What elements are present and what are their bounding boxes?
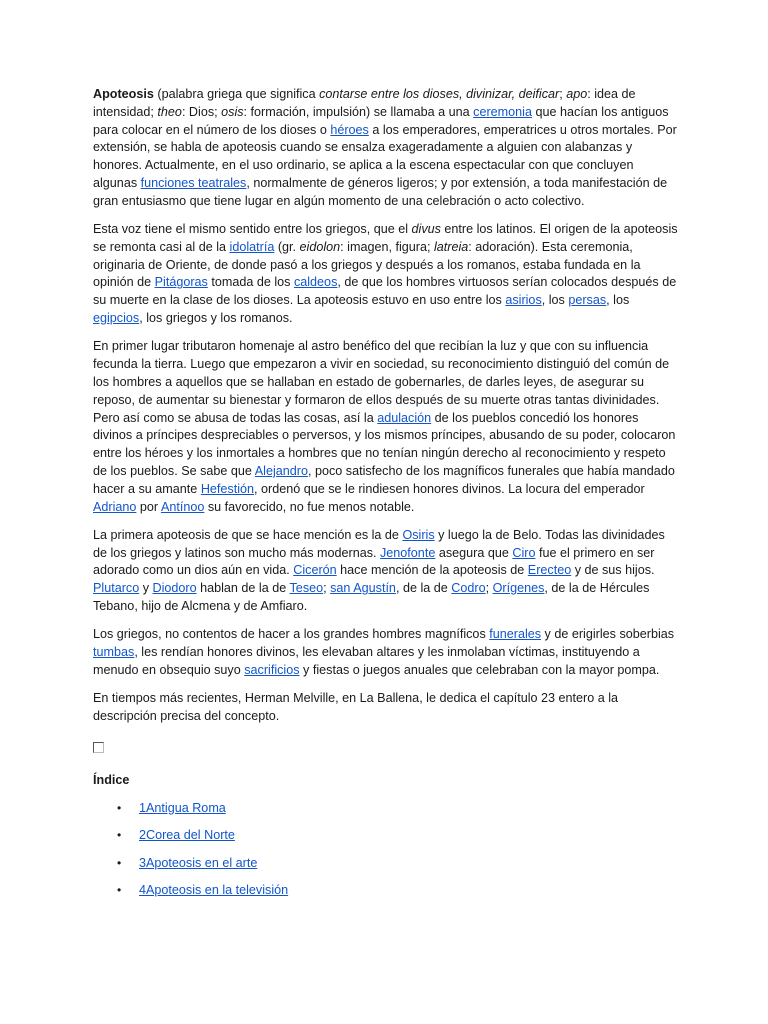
inline-link[interactable]: Antínoo xyxy=(160,499,205,514)
inline-link[interactable]: Pitágoras xyxy=(154,275,208,290)
italic-text: osis xyxy=(221,104,244,119)
paragraph xyxy=(93,527,681,616)
article-body xyxy=(93,86,681,726)
text-run: ; xyxy=(323,581,331,596)
text-run: Los griegos, no contentos de hacer a los grandes hombres magníficos xyxy=(93,627,490,642)
text-run: La primera apoteosis de que se hace mención es la de xyxy=(93,527,403,542)
text-run: y xyxy=(139,581,153,596)
inline-link[interactable]: Teseo xyxy=(289,581,324,596)
inline-link[interactable]: Adriano xyxy=(93,499,137,514)
inline-link[interactable]: Jenofonte xyxy=(380,545,436,560)
text-run: ; xyxy=(485,581,493,596)
text-run: y fiestas o juegos anuales que celebraban con la mayor pompa. xyxy=(299,662,660,677)
bullet-icon: • xyxy=(117,800,122,815)
inline-link[interactable]: Cicerón xyxy=(293,563,337,578)
toc-link[interactable]: 3Apoteosis en el arte xyxy=(139,855,258,870)
text-run: , les rendían honores divinos, les elevaban altares y les inmolaban víctimas, instituyendo a menudo en obsequio suyo xyxy=(93,645,640,677)
italic-text: apo xyxy=(566,87,588,101)
text-run: Esta voz tiene el mismo sentido entre los griegos, que el xyxy=(93,222,412,237)
text-run: y de sus hijos. xyxy=(571,563,655,578)
text-run: En primer lugar tributaron homenaje al astro benéfico del que recibían la luz y que con su influencia fecunda la tierra. Luego que empezaron a vivir en sociedad, su reconocimiento distinguió del común de los hombres a aquellos que se hallaban en estado de gobernarles, de darles leyes, de asegurar su reposo, de aumentar su bienestar y formaron de ellos después de su muerte otras tantas divinidades. Pero así como se abusa de todas las cosas, así la xyxy=(93,339,670,425)
document-page xyxy=(93,86,681,910)
text-run: su favorecido, no fue menos notable. xyxy=(204,499,415,514)
text-run: fue el primero en ser adorado como un dios aún en vida. xyxy=(93,545,655,578)
inline-link[interactable]: funciones teatrales xyxy=(140,175,247,190)
text-run: hace mención de la apoteosis de xyxy=(336,563,528,578)
bold-text: Apoteosis xyxy=(93,87,154,101)
text-run: En tiempos más recientes, Herman Melville, en La Ballena, le dedica el capítulo 23 entero a la descripción precisa del concepto. xyxy=(93,691,619,723)
bullet-icon: • xyxy=(117,883,122,898)
toc-item xyxy=(93,827,681,844)
text-run: , de la de Hércules Tebano, hijo de Alcmena y de Amfiaro. xyxy=(93,581,650,614)
inline-link[interactable]: héroes xyxy=(330,122,369,137)
inline-link[interactable]: Erecteo xyxy=(527,563,572,578)
toc-title: Índice xyxy=(93,772,130,787)
inline-link[interactable]: adulación xyxy=(377,410,432,425)
toc-item xyxy=(93,800,681,817)
bullet-icon: • xyxy=(117,855,122,870)
inline-link[interactable]: asirios xyxy=(505,293,542,308)
inline-link[interactable]: ceremonia xyxy=(473,104,532,119)
bullet-icon: • xyxy=(117,828,122,843)
text-run: y luego la de Belo. Todas las divinidades de los griegos y latinos son mucho más modernas. xyxy=(93,527,665,560)
italic-text: eidolon xyxy=(299,239,341,254)
inline-link[interactable]: Alejandro xyxy=(254,463,308,478)
toc-list xyxy=(93,800,681,900)
paragraph xyxy=(93,86,681,211)
inline-link[interactable]: sacrificios xyxy=(244,662,300,677)
inline-link[interactable]: Hefestión xyxy=(200,481,255,496)
text-run: tomada de los xyxy=(207,275,294,290)
inline-link[interactable]: Osiris xyxy=(402,527,435,542)
italic-text: divus xyxy=(411,222,441,237)
inline-link[interactable]: egipcios xyxy=(93,311,140,326)
text-run: entre los latinos. El origen de la apoteosis se remonta casi al de la xyxy=(93,222,678,254)
paragraph xyxy=(93,626,681,679)
inline-link[interactable]: Ciro xyxy=(512,545,536,560)
paragraph xyxy=(93,690,681,726)
text-run: , los griegos y los romanos. xyxy=(139,311,293,326)
text-run: (palabra griega que significa xyxy=(153,87,320,101)
text-run: (gr. xyxy=(274,239,300,254)
text-run: : imagen, figura; xyxy=(340,239,434,254)
text-run: hablan de la de xyxy=(196,581,290,596)
text-run: : formación, impulsión) se llamaba a una xyxy=(243,104,474,119)
text-run: , de la de xyxy=(395,581,452,596)
text-run: asegura que xyxy=(435,545,513,560)
paragraph xyxy=(93,221,681,328)
paragraph xyxy=(93,338,681,516)
inline-link[interactable]: Codro xyxy=(451,581,486,596)
text-run: , los xyxy=(541,293,569,308)
text-run: ; xyxy=(559,87,567,101)
toc-link[interactable]: 4Apoteosis en la televisión xyxy=(139,883,289,898)
inline-link[interactable]: caldeos xyxy=(293,275,338,290)
italic-text: latreia xyxy=(433,239,469,254)
text-run: por xyxy=(136,499,161,514)
text-run: a los emperadores, emperatrices u otros mortales. Por extensión, se habla de apoteosis cuando se ensalza exageradamente a alguien con alabanzas y honores. Actualmente, en el uso ordinario, se aplica a la escena espectacular con que concluyen algunas xyxy=(93,122,677,190)
italic-text: contarse entre los dioses, divinizar, deificar xyxy=(319,87,560,101)
italic-text: theo xyxy=(157,104,182,119)
text-run: , poco satisfecho de los magníficos funerales que había mandado hacer a su amante xyxy=(93,463,675,496)
text-run: , normalmente de géneros ligeros; y por extensión, a toda manifestación de gran entusiasmo que tiene lugar en algún momento de una celebración o acto colectivo. xyxy=(93,175,668,208)
text-run: que hacían los antiguos para colocar en el número de los dioses o xyxy=(93,104,669,137)
inline-link[interactable]: Plutarco xyxy=(93,581,140,596)
text-run: y de erigirles soberbias xyxy=(541,627,675,642)
inline-link[interactable]: Diodoro xyxy=(152,581,197,596)
inline-link[interactable]: persas xyxy=(568,293,607,308)
toc-link[interactable]: 2Corea del Norte xyxy=(139,828,235,843)
inline-link[interactable]: tumbas xyxy=(93,645,135,660)
inline-link[interactable]: san Agustín xyxy=(330,581,396,596)
toc-link[interactable]: 1Antigua Roma xyxy=(139,800,226,815)
inline-link[interactable]: Orígenes xyxy=(492,581,545,596)
inline-link[interactable]: funerales xyxy=(489,627,542,642)
toc-item xyxy=(93,855,681,872)
text-run: : adoración). Esta ceremonia, originaria de Oriente, de donde pasó a los griegos y después a los romanos, estaba fundada en la opinión de xyxy=(93,239,641,290)
text-run: , ordenó que se le rindiesen honores divinos. La locura del emperador xyxy=(254,481,645,496)
toc-item xyxy=(93,882,681,899)
text-run: : idea de intensidad; xyxy=(93,87,636,119)
text-run: : Dios; xyxy=(181,104,222,119)
inline-link[interactable]: idolatría xyxy=(229,239,275,254)
checkbox-icon[interactable] xyxy=(93,742,104,753)
text-run: , de que los hombres virtuosos serían colocados después de su muerte en la clase de los dioses. La apoteosis estuvo en uso entre los xyxy=(93,275,677,308)
text-run: , los xyxy=(606,293,630,308)
text-run: de los pueblos concedió los honores divinos a príncipes despreciables o perversos, y los mismos príncipes, abusando de su poder, colocaron entre los héroes y los inmortales a hombres que no tenían ningún derecho al reconocimiento y respeto de los pueblos. Se sabe que xyxy=(93,410,676,478)
